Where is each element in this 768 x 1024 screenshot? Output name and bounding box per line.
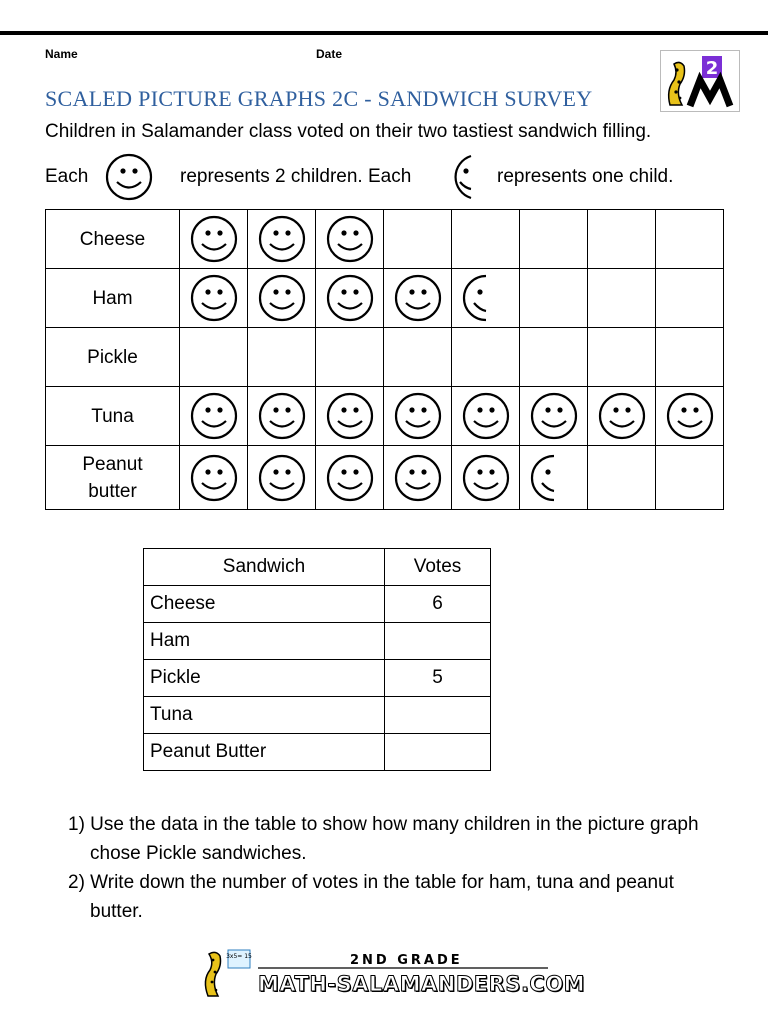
graph-cell <box>588 269 656 328</box>
graph-row-label: Pickle <box>46 328 180 387</box>
graph-cell <box>248 328 316 387</box>
graph-cell <box>520 210 588 269</box>
full-smiley-icon <box>257 215 307 263</box>
picture-graph <box>45 209 724 510</box>
graph-cell <box>248 269 316 328</box>
graph-row-label: Cheese <box>46 210 180 269</box>
full-smiley-icon <box>529 392 579 440</box>
grade-badge: 2 <box>705 58 719 79</box>
votes-row <box>144 623 491 660</box>
graph-cell <box>588 328 656 387</box>
graph-cell <box>316 210 384 269</box>
graph-row-label: Tuna <box>46 387 180 446</box>
votes-sandwich-name: Ham <box>144 623 385 660</box>
graph-row <box>46 210 724 269</box>
full-smiley-icon <box>189 454 239 502</box>
graph-row <box>46 387 724 446</box>
key-each-label: Each <box>45 166 89 187</box>
graph-cell <box>384 446 452 510</box>
graph-cell <box>452 210 520 269</box>
votes-sandwich-name: Cheese <box>144 586 385 623</box>
full-smiley-icon <box>325 274 375 322</box>
full-smiley-icon <box>597 392 647 440</box>
graph-cell <box>656 328 724 387</box>
full-smiley-icon <box>461 454 511 502</box>
full-smiley-icon <box>257 454 307 502</box>
graph-cell <box>316 446 384 510</box>
graph-cell <box>180 446 248 510</box>
graph-cell <box>316 328 384 387</box>
graph-cell <box>180 269 248 328</box>
graph-cell <box>656 387 724 446</box>
graph-cell <box>588 210 656 269</box>
full-smiley-icon <box>189 274 239 322</box>
votes-row <box>144 734 491 771</box>
votes-value-field[interactable] <box>385 697 491 734</box>
votes-value-field[interactable] <box>385 734 491 771</box>
full-smiley-icon <box>257 274 307 322</box>
votes-sandwich-name: Peanut Butter <box>144 734 385 771</box>
question-item: 1) Use the data in the table to show how many children in the picture graph chose Pickle sandwiches. <box>68 814 699 864</box>
graph-cell <box>520 387 588 446</box>
graph-cell <box>452 269 520 328</box>
full-smiley-icon <box>393 392 443 440</box>
votes-row <box>144 697 491 734</box>
graph-cell <box>180 387 248 446</box>
full-smiley-icon <box>461 392 511 440</box>
votes-value-field[interactable]: 6 <box>385 586 491 623</box>
graph-cell <box>248 446 316 510</box>
full-smiley-icon <box>257 392 307 440</box>
graph-row-label: Ham <box>46 269 180 328</box>
graph-row <box>46 328 724 387</box>
votes-header: Sandwich <box>144 549 385 586</box>
graph-cell <box>384 210 452 269</box>
graph-cell <box>248 387 316 446</box>
date-label: Date <box>316 47 343 61</box>
salamander-logo <box>660 50 740 112</box>
graph-cell <box>520 446 588 510</box>
graph-cell <box>656 269 724 328</box>
graph-cell <box>520 269 588 328</box>
graph-row <box>46 446 724 510</box>
full-smiley-icon <box>325 215 375 263</box>
graph-cell <box>656 446 724 510</box>
questions-list <box>68 810 728 926</box>
graph-cell <box>248 210 316 269</box>
votes-sandwich-name: Pickle <box>144 660 385 697</box>
full-smiley-icon <box>189 392 239 440</box>
half-smiley-icon <box>529 454 579 502</box>
key-row <box>45 152 735 204</box>
graph-cell <box>588 446 656 510</box>
full-smiley-icon <box>325 392 375 440</box>
votes-value-field[interactable] <box>385 623 491 660</box>
votes-sandwich-name: Tuna <box>144 697 385 734</box>
full-smiley-icon <box>104 153 154 201</box>
top-rule <box>0 31 768 35</box>
intro-text: Children in Salamander class voted on their two tastiest sandwich filling. <box>45 121 652 142</box>
half-smiley-icon <box>447 153 477 201</box>
key-represents-one: represents one child. <box>497 166 674 187</box>
graph-row <box>46 269 724 328</box>
votes-row <box>144 660 491 697</box>
graph-cell <box>316 269 384 328</box>
footer-sign-text: 3x5= 15 <box>226 953 252 960</box>
full-smiley-icon <box>325 454 375 502</box>
graph-cell <box>384 328 452 387</box>
graph-cell <box>520 328 588 387</box>
question-item: 2) Write down the number of votes in the table for ham, tuna and peanut butter. <box>68 872 674 922</box>
graph-cell <box>180 210 248 269</box>
graph-cell <box>656 210 724 269</box>
graph-cell <box>588 387 656 446</box>
graph-cell <box>452 328 520 387</box>
full-smiley-icon <box>393 454 443 502</box>
half-smiley-icon <box>461 274 511 322</box>
key-represents-two: represents 2 children. Each <box>180 166 412 187</box>
full-smiley-icon <box>393 274 443 322</box>
footer-grade: 2ND GRADE <box>350 953 463 968</box>
name-label: Name <box>45 47 78 61</box>
graph-cell <box>384 387 452 446</box>
graph-cell <box>180 328 248 387</box>
graph-cell <box>316 387 384 446</box>
votes-header: Votes <box>385 549 491 586</box>
page-title: SCALED PICTURE GRAPHS 2C - SANDWICH SURVEY <box>45 86 593 111</box>
votes-value-field[interactable]: 5 <box>385 660 491 697</box>
graph-cell <box>384 269 452 328</box>
graph-cell <box>452 446 520 510</box>
full-smiley-icon <box>665 392 715 440</box>
graph-cell <box>452 387 520 446</box>
footer-site: MATH-SALAMANDERS.COM <box>258 972 586 996</box>
graph-row-label: Peanut butter <box>46 446 180 510</box>
votes-row <box>144 586 491 623</box>
full-smiley-icon <box>189 215 239 263</box>
votes-table <box>143 548 491 771</box>
